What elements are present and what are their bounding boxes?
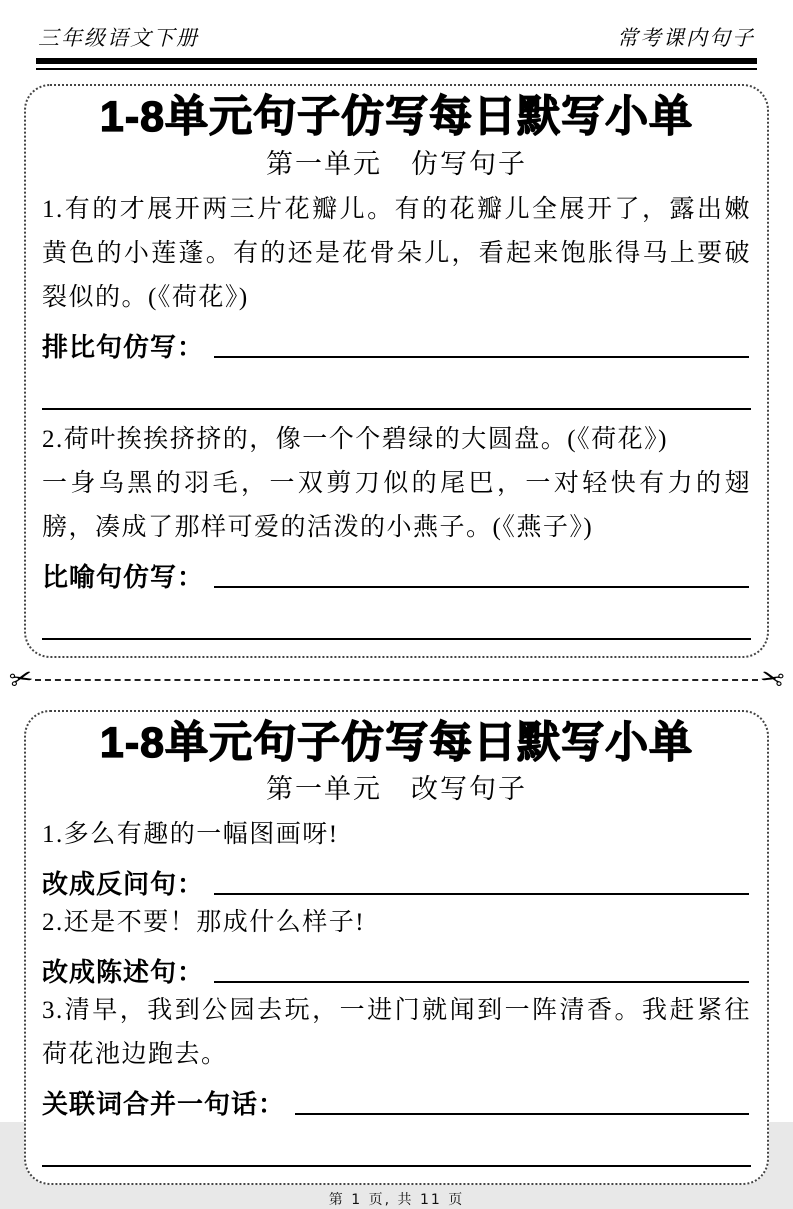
- answer-blank-line: [42, 364, 751, 410]
- page-number: 第 1 页, 共 11 页: [328, 1192, 465, 1209]
- answer-write-line: [214, 558, 749, 588]
- answer-write-line: [295, 1085, 749, 1115]
- card1-answer-1-row: [42, 320, 751, 364]
- card2-answer-3-row: [42, 1077, 751, 1121]
- card1-answer-1-label: 排比句仿写：: [42, 331, 205, 362]
- card1-subtitle: 第一单元 仿写句子: [266, 148, 527, 179]
- card2-title: 1-8单元句子仿写每日默写小单: [99, 718, 694, 767]
- card2-question-2-text: 2.还是不要！那成什么样子!: [42, 909, 366, 937]
- answer-write-line: [214, 865, 749, 895]
- card2-answer-2-row: [42, 945, 751, 989]
- card1-answer-2-row: [42, 550, 751, 594]
- card2-answer-3-label: 关联词合并一句话：: [42, 1089, 286, 1120]
- card2-answer-2-label: 改成陈述句：: [42, 957, 205, 988]
- card1-title: 1-8单元句子仿写每日默写小单: [99, 93, 694, 141]
- card1-answer-2-label: 比喻句仿写：: [42, 561, 205, 592]
- answer-write-line: [214, 953, 749, 983]
- card2-question-3-text: 3.清早，我到公园去玩，一进门就闻到一阵清香。我赶紧往荷花池边跑去。: [42, 997, 751, 1069]
- card2-answer-1-label: 改成反问句：: [42, 869, 205, 900]
- worksheet-card-2: [24, 710, 769, 1186]
- card2-subtitle: 第一单元 改写句子: [266, 774, 527, 805]
- header-right-text: 常考课内句子: [617, 26, 755, 50]
- cut-line: [6, 661, 787, 697]
- answer-blank-line: [42, 1121, 751, 1167]
- worksheet-card-1: [24, 84, 769, 658]
- header-left-text: 三年级语文下册: [38, 26, 199, 50]
- page-footer: [0, 1189, 793, 1209]
- scissors-right-icon: ✂: [756, 661, 787, 697]
- cut-dash-line: [35, 679, 757, 681]
- card1-question-2-text-a: 2.荷叶挨挨挤挤的，像一个个碧绿的大圆盘。(《荷花》): [42, 425, 668, 453]
- card1-question-2-text-b: 一身乌黑的羽毛，一双剪刀似的尾巴，一对轻快有力的翅膀，凑成了那样可爱的活泼的小燕子。(《燕子》): [42, 469, 751, 541]
- page-header: [0, 0, 793, 52]
- scissors-left-icon: ✂: [6, 661, 37, 697]
- answer-write-line: [214, 328, 749, 358]
- card2-question-1-text: 1.多么有趣的一幅图画呀!: [42, 821, 339, 849]
- card2-answer-1-row: [42, 857, 751, 901]
- card1-question-1-text: 1.有的才展开两三片花瓣儿。有的花瓣儿全展开了，露出嫩黄色的小莲蓬。有的还是花骨朵儿，看起来饱胀得马上要破裂似的。(《荷花》): [42, 195, 751, 311]
- header-rule: [36, 58, 757, 70]
- answer-blank-line: [42, 594, 751, 640]
